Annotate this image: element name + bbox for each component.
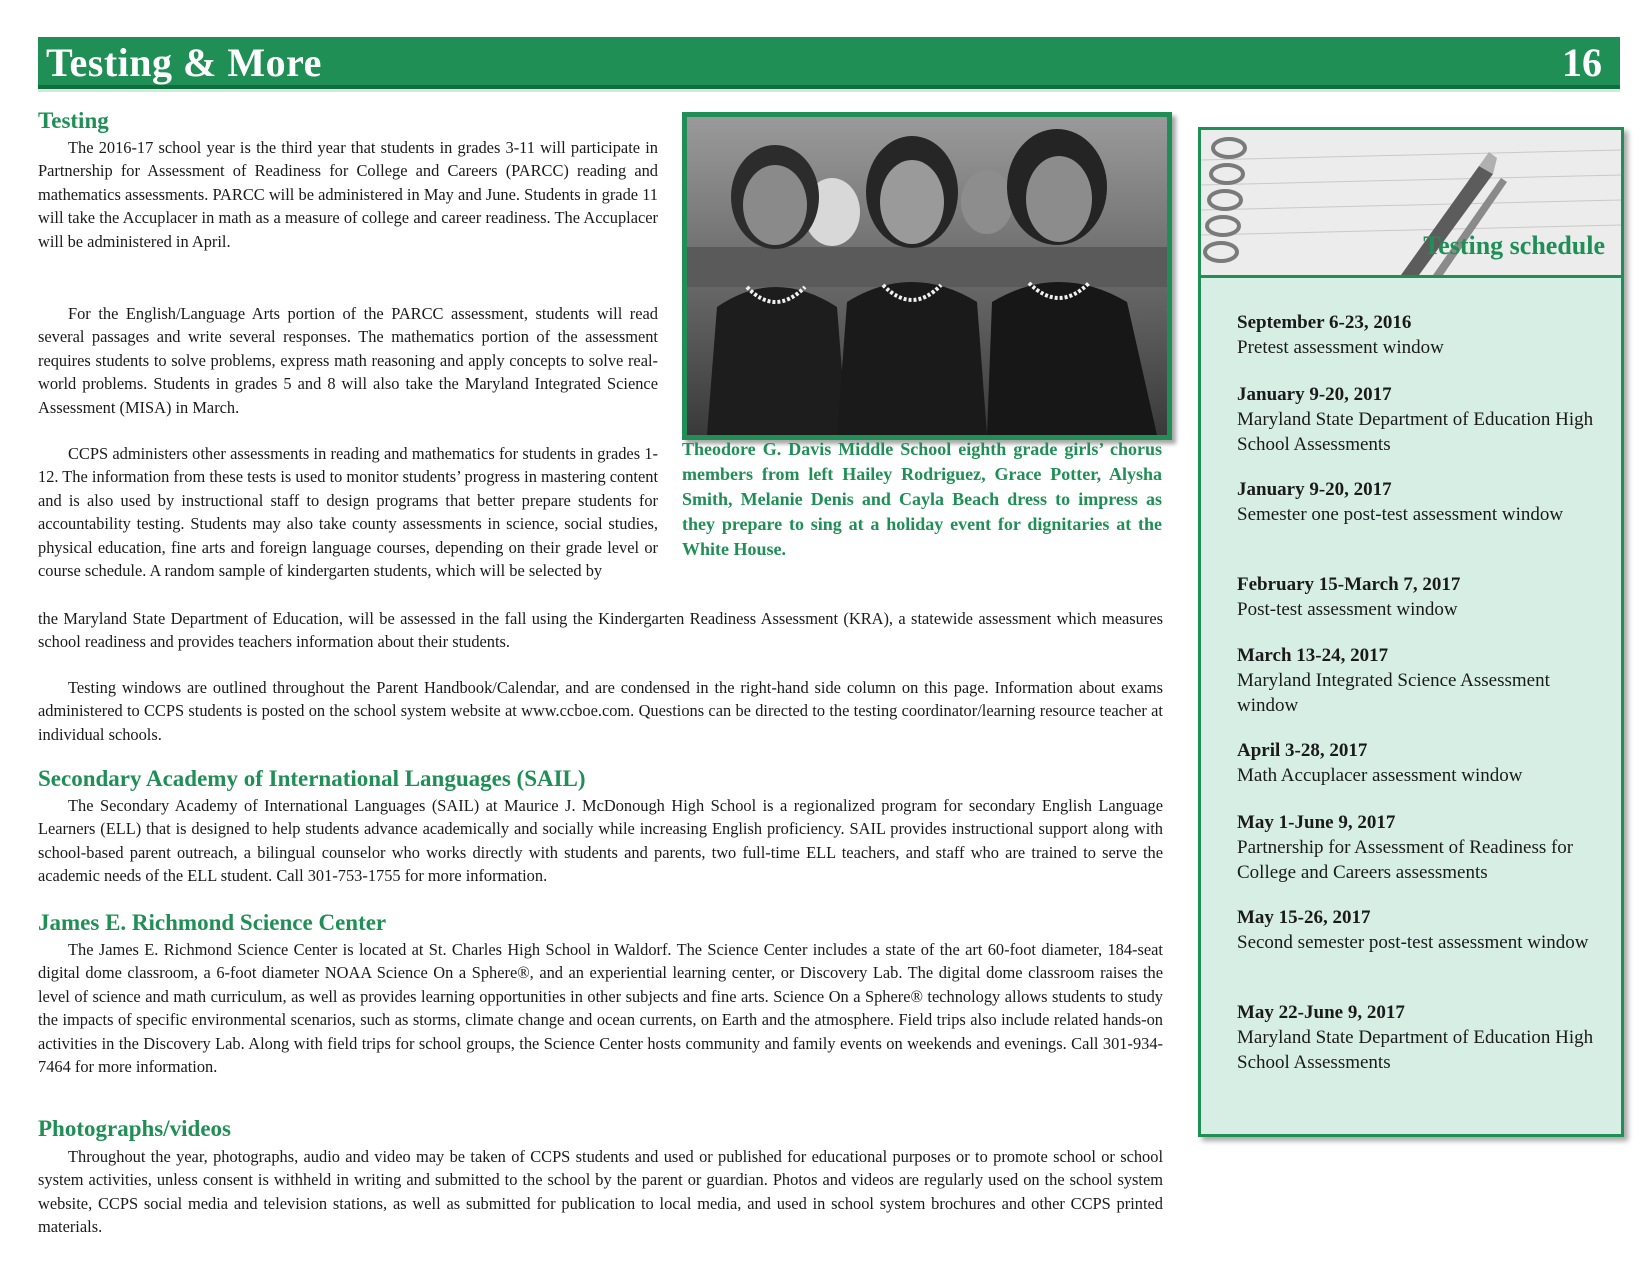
schedule-date: May 1-June 9, 2017 — [1237, 812, 1396, 833]
sail-paragraph: The Secondary Academy of International Languages (SAIL) at Maurice J. McDonough High School is a regionalized program for secondary English Language Learners (ELL) that is designed to help students advance academically and socially while increasing English proficiency. SAIL provides instructional support along with school-based parent outreach, a bilingual counselor who works directly with students and parents, two full-time ELL teachers, and staff who are trained to serve the academic needs of the ELL student. Call 301-753-1755 for more information. — [38, 796, 1163, 886]
schedule-date: May 15-26, 2017 — [1237, 907, 1371, 928]
schedule-description: Math Accuplacer assessment window — [1237, 765, 1523, 786]
schedule-item — [1237, 738, 1607, 788]
schedule-description: Maryland Integrated Science Assessment window — [1237, 670, 1550, 716]
photographs-videos-heading: Photographs/videos — [38, 1116, 231, 1141]
page-header-banner — [38, 37, 1620, 89]
schedule-item — [1237, 572, 1607, 622]
schedule-date: January 9-20, 2017 — [1237, 479, 1392, 500]
schedule-date: March 13-24, 2017 — [1237, 645, 1389, 666]
testing-heading: Testing — [38, 108, 109, 133]
schedule-date: February 15-March 7, 2017 — [1237, 574, 1461, 595]
science-center-heading: James E. Richmond Science Center — [38, 910, 387, 935]
schedule-date: May 22-June 9, 2017 — [1237, 1002, 1405, 1023]
schedule-description: Second semester post-test assessment window — [1237, 932, 1589, 953]
testing-paragraph-4: Testing windows are outlined throughout the Parent Handbook/Calendar, and are condensed in the right-hand side column on this page. Information about exams administered to CCPS students is posted on the school system website at www.ccboe.com. Questions can be directed to the testing coordinator/learning resource teacher at individual schools. — [38, 678, 1163, 744]
schedule-item — [1237, 643, 1607, 718]
schedule-item — [1237, 310, 1607, 360]
photographs-videos-paragraph: Throughout the year, photographs, audio and video may be taken of CCPS students and used or published for educational purposes or to promote school or school system activities, unless consent is withheld in writing and submitted to the school by the parent or guardian. Photos and videos are regularly used on the school system website, CCPS social media and television stations, as well as submitted for publication to local media, and used in school system brochures and other CCPS printed materials. — [38, 1147, 1163, 1237]
testing-paragraph-3-continued: the Maryland State Department of Education, will be assessed in the fall using the Kindergarten Readiness Assessment (KRA), a statewide assessment which measures school readiness and provides teachers information about their students. — [38, 609, 1163, 652]
sail-heading: Secondary Academy of International Languages (SAIL) — [38, 766, 586, 791]
schedule-description: Maryland State Department of Education High School Assessments — [1237, 409, 1594, 455]
science-center-paragraph: The James E. Richmond Science Center is located at St. Charles High School in Waldorf. The Science Center includes a state of the art 60-foot diameter, 184-seat digital dome classroom, a 6-foot diameter NOAA Science On a Sphere®, and an experiential learning center, or Discovery Lab. The digital dome classroom raises the level of science and math curriculum, as well as provides learning opportunities in other subjects and fine arts. Science On a Sphere® technology allows students to study the impacts of specific environmental scenarios, such as storms, climate change and ocean currents, on Earth and the atmosphere. Field trips also include related hands-on activities in the Discovery Lab. Along with field trips for school groups, the Science Center hosts community and family events on weekends and evenings. Call 301-934-7464 for more information. — [38, 940, 1163, 1077]
schedule-description: Post-test assessment window — [1237, 599, 1458, 620]
schedule-item — [1237, 905, 1607, 955]
schedule-date: April 3-28, 2017 — [1237, 740, 1368, 761]
chorus-photo-image — [687, 117, 1167, 435]
testing-paragraph-1: The 2016-17 school year is the third year that students in grades 3-11 will participate in Partnership for Assessment of Readiness for College and Careers (PARCC) reading and mathematics assessments. PARCC will be administered in May and June. Students in grade 11 will take the Accuplacer in math as a measure of college and career readiness. The Accuplacer will be administered in April. — [38, 138, 658, 251]
sidebar-title: Testing schedule — [1423, 231, 1605, 260]
testing-paragraph-2: For the English/Language Arts portion of the PARCC assessment, students will read several passages and write several responses. The mathematics portion of the assessment requires students to solve problems, express math reasoning and apply concepts to solve real-world problems. Students in grades 5 and 8 will also take the Maryland Integrated Science Assessment (MISA) in March. — [38, 304, 658, 417]
sidebar-header — [1201, 130, 1621, 278]
schedule-description: Semester one post-test assessment window — [1237, 504, 1564, 525]
testing-paragraph-3: CCPS administers other assessments in reading and mathematics for students in grades 1-12. The information from these tests is used to monitor students’ progress in mastering content and is also used by instructional staff to design programs that better prepare students for accountability testing. Students may also take county assessments in science, social studies, physical education, fine arts and foreign language courses, depending on their grade level or course schedule. A random sample of kindergarten students, which will be selected by — [38, 444, 658, 581]
schedule-item — [1237, 477, 1607, 527]
testing-schedule-sidebar — [1198, 127, 1624, 1137]
page-title: Testing & More — [46, 40, 322, 85]
schedule-date: September 6-23, 2016 — [1237, 312, 1412, 333]
schedule-description: Maryland State Department of Education High School Assessments — [1237, 1027, 1594, 1073]
schedule-item — [1237, 810, 1607, 885]
schedule-description: Partnership for Assessment of Readiness for College and Careers assessments — [1237, 837, 1574, 883]
schedule-date: January 9-20, 2017 — [1237, 384, 1392, 405]
schedule-item — [1237, 382, 1607, 457]
schedule-item — [1237, 1000, 1607, 1075]
schedule-description: Pretest assessment window — [1237, 337, 1444, 358]
page-number: 16 — [1562, 40, 1602, 85]
chorus-photo — [682, 112, 1172, 440]
photo-caption: Theodore G. Davis Middle School eighth grade girls’ chorus members from left Hailey Rodriguez, Grace Potter, Alysha Smith, Melanie Denis and Cayla Beach dress to impress as they prepare to sing at a holiday event for dignitaries at the White House. — [682, 439, 1162, 559]
